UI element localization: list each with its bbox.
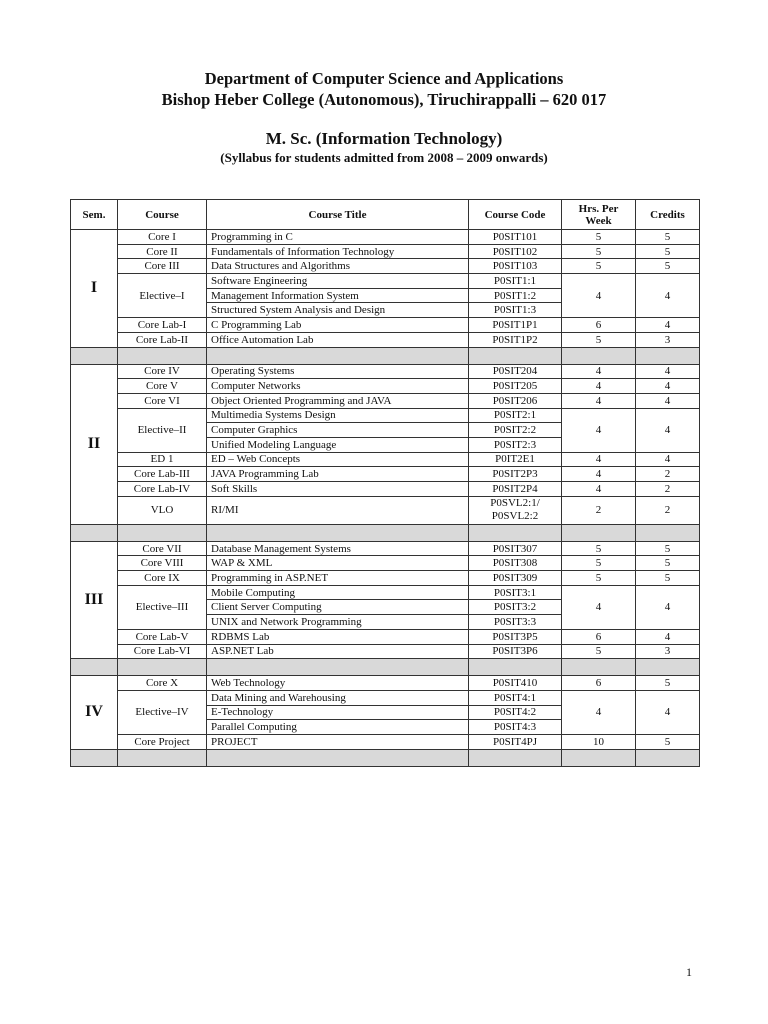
title-cell: Software Engineering [207,274,469,289]
credits-cell: 5 [636,676,700,691]
table-row [71,571,700,586]
code-cell: P0SIT1:2 [469,288,562,303]
course-cell: Core III [118,259,207,274]
code-cell: P0SIT1P1 [469,318,562,333]
course-cell: VLO [118,496,207,524]
credits-cell: 4 [636,318,700,333]
code-cell: P0SIT1:1 [469,274,562,289]
table-row [71,690,700,705]
table-row [71,408,700,423]
title-cell: Operating Systems [207,364,469,379]
table-header-row [71,200,700,230]
code-cell: P0SIT2P3 [469,467,562,482]
elective-course-cell: Elective–II [118,408,207,452]
table-row [71,676,700,691]
semester-label: I [71,230,118,348]
credits-cell: 4 [636,629,700,644]
hrs-cell: 4 [562,408,636,452]
course-cell: Core VII [118,541,207,556]
hrs-cell: 4 [562,452,636,467]
table-row [71,556,700,571]
semester-label: IV [71,676,118,749]
title-cell: Programming in ASP.NET [207,571,469,586]
course-cell: Core Project [118,734,207,749]
course-cell: Core I [118,230,207,245]
title-cell: RI/MI [207,496,469,524]
syllabus-table [70,199,700,767]
hrs-cell: 4 [562,467,636,482]
credits-cell: 4 [636,452,700,467]
code-cell: P0SIT4:1 [469,690,562,705]
course-cell: Core Lab-V [118,629,207,644]
title-cell: Web Technology [207,676,469,691]
code-cell: P0SIT410 [469,676,562,691]
code-cell: P0SIT1:3 [469,303,562,318]
hrs-cell: 5 [562,644,636,659]
code-cell: P0SIT4:2 [469,705,562,720]
code-line: P0SVL2:2 [491,510,539,523]
hrs-cell: 10 [562,734,636,749]
credits-cell: 2 [636,482,700,497]
separator-row [71,659,700,676]
credits-cell: 4 [636,364,700,379]
separator-row [71,347,700,364]
credits-cell: 5 [636,541,700,556]
course-cell: Core Lab-II [118,332,207,347]
credits-cell: 5 [636,556,700,571]
hrs-cell: 5 [562,230,636,245]
hrs-cell: 2 [562,496,636,524]
code-cell: P0SIT4:3 [469,720,562,735]
elective-course-cell: Elective–IV [118,690,207,734]
table-row [71,230,700,245]
code-cell: P0SIT2:1 [469,408,562,423]
title-cell: Programming in C [207,230,469,245]
code-cell: P0SIT3:2 [469,600,562,615]
code-cell: P0SIT204 [469,364,562,379]
code-cell: P0SIT103 [469,259,562,274]
table-row [71,379,700,394]
hrs-cell: 6 [562,318,636,333]
title-cell: Multimedia Systems Design [207,408,469,423]
table-row [71,332,700,347]
code-cell: P0SIT2:2 [469,423,562,438]
separator-row [71,749,700,766]
title-cell: Database Management Systems [207,541,469,556]
credits-cell: 5 [636,244,700,259]
credits-cell: 2 [636,467,700,482]
elective-course-cell: Elective–III [118,585,207,629]
credits-cell: 5 [636,230,700,245]
course-cell: Core IX [118,571,207,586]
separator-row [71,524,700,541]
credits-cell: 4 [636,393,700,408]
title-cell: ASP.NET Lab [207,644,469,659]
code-cell: P0SIT102 [469,244,562,259]
header-sem: Sem. [71,200,118,230]
table-row [71,585,700,600]
course-cell: Core II [118,244,207,259]
code-cell: P0SIT101 [469,230,562,245]
course-cell: Core Lab-IV [118,482,207,497]
title-cell: Computer Networks [207,379,469,394]
title-cell: C Programming Lab [207,318,469,333]
title-cell: RDBMS Lab [207,629,469,644]
hrs-cell: 4 [562,274,636,318]
course-cell: Core V [118,379,207,394]
title-cell: Parallel Computing [207,720,469,735]
title-cell: ED – Web Concepts [207,452,469,467]
table-row [71,629,700,644]
college-title: Bishop Heber College (Autonomous), Tiruchirappalli – 620 017 [161,90,607,109]
course-cell: Core VI [118,393,207,408]
title-cell: Data Structures and Algorithms [207,259,469,274]
credits-cell: 3 [636,332,700,347]
code-cell: P0SIT206 [469,393,562,408]
code-cell: P0SIT309 [469,571,562,586]
hrs-cell: 5 [562,259,636,274]
code-cell [469,496,562,524]
title-cell: Management Information System [207,288,469,303]
header-course-title: Course Title [207,200,469,230]
title-cell: JAVA Programming Lab [207,467,469,482]
hrs-cell: 5 [562,332,636,347]
table-row [71,734,700,749]
hrs-cell: 4 [562,379,636,394]
table-row [71,496,700,524]
course-cell: Core IV [118,364,207,379]
header-credits: Credits [636,200,700,230]
table-row [71,467,700,482]
table-row [71,541,700,556]
syllabus-subtitle: (Syllabus for students admitted from 2008 – 2009 onwards) [220,150,548,165]
title-cell: PROJECT [207,734,469,749]
course-cell: Core Lab-III [118,467,207,482]
title-cell: E-Technology [207,705,469,720]
code-cell: P0SIT3P5 [469,629,562,644]
code-line: P0SVL2:1/ [490,497,540,510]
credits-cell: 5 [636,571,700,586]
title-cell: Object Oriented Programming and JAVA [207,393,469,408]
header-hrs-per-week: Hrs. Per Week [562,200,636,230]
elective-course-cell: Elective–I [118,274,207,318]
table-row [71,318,700,333]
code-cell: P0SIT307 [469,541,562,556]
course-cell: ED 1 [118,452,207,467]
department-title: Department of Computer Science and Applications [204,69,564,88]
table-row [71,259,700,274]
table-row [71,393,700,408]
hrs-cell: 4 [562,482,636,497]
credits-cell: 4 [636,379,700,394]
title-cell: Unified Modeling Language [207,437,469,452]
title-cell: Soft Skills [207,482,469,497]
header-course: Course [118,200,207,230]
title-cell: Structured System Analysis and Design [207,303,469,318]
course-cell: Core Lab-I [118,318,207,333]
code-cell: P0SIT3P6 [469,644,562,659]
semester-label: II [71,364,118,524]
hrs-cell: 4 [562,690,636,734]
credits-cell: 4 [636,274,700,318]
code-cell: P0SIT308 [469,556,562,571]
title-cell: Data Mining and Warehousing [207,690,469,705]
hrs-cell: 4 [562,585,636,629]
course-cell: Core Lab-VI [118,644,207,659]
hrs-cell: 5 [562,244,636,259]
table-row [71,364,700,379]
semester-label: III [71,541,118,659]
hrs-cell: 6 [562,676,636,691]
page-number: 1 [686,965,692,979]
hrs-cell: 6 [562,629,636,644]
title-cell: WAP & XML [207,556,469,571]
hrs-cell: 5 [562,541,636,556]
table-row [71,452,700,467]
table-row [71,244,700,259]
code-cell: P0SIT3:1 [469,585,562,600]
header-course-code: Course Code [469,200,562,230]
code-cell: P0SIT1P2 [469,332,562,347]
hrs-cell: 5 [562,556,636,571]
title-cell: Mobile Computing [207,585,469,600]
code-cell: P0SIT4PJ [469,734,562,749]
code-cell: P0SIT205 [469,379,562,394]
title-cell: Fundamentals of Information Technology [207,244,469,259]
credits-cell: 2 [636,496,700,524]
table-row [71,482,700,497]
code-cell: P0IT2E1 [469,452,562,467]
title-cell: Office Automation Lab [207,332,469,347]
course-cell: Core VIII [118,556,207,571]
credits-cell: 5 [636,734,700,749]
hrs-cell: 5 [562,571,636,586]
credits-cell: 4 [636,585,700,629]
title-cell: Client Server Computing [207,600,469,615]
title-cell: UNIX and Network Programming [207,615,469,630]
table-row [71,274,700,289]
program-title: M. Sc. (Information Technology) [265,129,503,148]
code-cell: P0SIT2:3 [469,437,562,452]
title-cell: Computer Graphics [207,423,469,438]
credits-cell: 3 [636,644,700,659]
table-row [71,644,700,659]
code-cell: P0SIT3:3 [469,615,562,630]
credits-cell: 4 [636,690,700,734]
course-cell: Core X [118,676,207,691]
credits-cell: 4 [636,408,700,452]
hrs-cell: 4 [562,364,636,379]
credits-cell: 5 [636,259,700,274]
hrs-cell: 4 [562,393,636,408]
code-cell: P0SIT2P4 [469,482,562,497]
